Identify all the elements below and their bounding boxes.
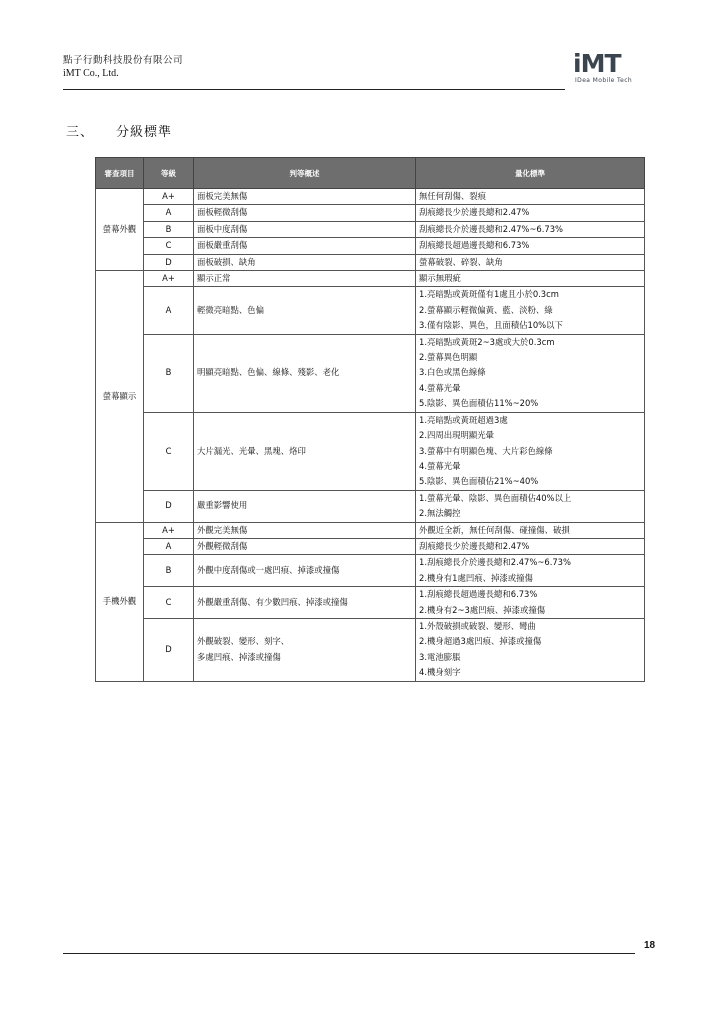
standard-cell: [416, 205, 645, 221]
grade-cell: B: [144, 555, 194, 587]
section-heading: [66, 121, 172, 140]
category-cell: 螢幕外觀: [96, 189, 144, 271]
description-cell: [194, 490, 416, 522]
description-line: 嚴重影響使用: [197, 500, 248, 511]
grade-cell: B: [144, 334, 194, 412]
grade-cell: A: [144, 205, 194, 221]
description-line: 面板完美無傷: [197, 191, 248, 201]
standard-line: 5.陰影、異色面積佔11%~20%: [419, 398, 539, 409]
standard-cell: [416, 334, 645, 412]
standard-line: 1.螢幕光暈、陰影、異色面積佔40%以上: [419, 492, 572, 503]
standard-line: 1.亮暗點或黃斑超過3處: [419, 414, 508, 425]
description-cell: [194, 221, 416, 237]
table-row: [96, 412, 645, 490]
description-line: 面板中度刮傷: [197, 223, 248, 234]
standard-line: 4.螢幕光暈: [419, 460, 461, 471]
description-line: 外觀輕微刮傷: [197, 540, 248, 551]
grade-cell: C: [144, 238, 194, 254]
standard-line: 2.無法觸控: [419, 508, 461, 519]
description-line: 面板破損、缺角: [197, 256, 256, 267]
table-row: [96, 271, 645, 287]
category-cell: 手機外觀: [96, 522, 144, 681]
standard-line: 1.刮痕總長超過邊長總和6.73%: [419, 589, 538, 600]
standard-cell: [416, 490, 645, 522]
standard-line: 3.僅有陰影、異色，且面積佔10%以下: [419, 320, 563, 331]
description-cell: [194, 412, 416, 490]
grade-cell: D: [144, 254, 194, 270]
description-line: 外觀破裂、變形、刻字、: [197, 636, 290, 647]
description-line: 多處凹痕、掉漆或撞傷: [197, 651, 281, 662]
grade-cell: A: [144, 287, 194, 334]
section-title: 分級標準: [116, 125, 173, 140]
standard-cell: [416, 412, 645, 490]
standard-line: 1.亮暗點或黃斑2~3處或大於0.3cm: [419, 336, 555, 347]
description-line: 明顯亮暗點、色偏、線條、殘影、老化: [197, 367, 340, 378]
standard-line: 螢幕破裂、碎裂、缺角: [419, 256, 503, 267]
standard-line: 2.螢幕異色明顯: [419, 352, 478, 363]
standard-line: 2.機身超過3處凹痕、掉漆或撞傷: [419, 636, 542, 647]
standard-line: 3.螢幕中有明顯色塊、大片彩色線條: [419, 445, 553, 456]
description-line: 面板嚴重刮傷: [197, 240, 248, 251]
category-cell: 螢幕顯示: [96, 271, 144, 523]
standard-line: 1.亮暗點或黃斑僅有1處且小於0.3cm: [419, 289, 559, 300]
logo-tagline: IDea Mobile Tech: [575, 77, 633, 84]
standard-line: 3.電池膨脹: [419, 651, 461, 662]
description-line: 外觀中度刮傷或一處凹痕、掉漆或撞傷: [197, 565, 340, 576]
header-description: 判等概述: [194, 158, 416, 189]
table-header-row: [96, 158, 645, 189]
description-line: 外觀完美無傷: [197, 524, 248, 535]
standard-line: 2.螢幕顯示輕微偏黃、藍、淡粉、綠: [419, 304, 553, 315]
standard-line: 刮痕總長少於邊長總和2.47%: [419, 540, 530, 551]
section-number: 三、: [66, 125, 95, 140]
standard-line: 外觀近全新，無任何刮傷、碰撞傷、破損: [419, 524, 570, 535]
page-number: 18: [644, 940, 656, 951]
standard-cell: [416, 271, 645, 287]
table-row: [96, 522, 645, 538]
logo-wordmark: [573, 49, 643, 78]
table-row: [96, 205, 645, 221]
standard-cell: [416, 287, 645, 334]
standard-cell: [416, 538, 645, 554]
description-cell: [194, 238, 416, 254]
description-cell: [194, 254, 416, 270]
standard-line: 2.機身有2~3處凹痕、掉漆或撞傷: [419, 604, 546, 615]
company-name-english: iMT Co., Ltd.: [63, 68, 119, 79]
grade-cell: D: [144, 490, 194, 522]
standard-cell: [416, 254, 645, 270]
standard-line: 2.機身有1處凹痕、掉漆或撞傷: [419, 572, 533, 583]
table-row: [96, 238, 645, 254]
standard-cell: [416, 555, 645, 587]
standard-line: 4.機身刻字: [419, 667, 461, 678]
standard-line: 無任何刮傷、裂痕: [419, 191, 486, 201]
standard-line: 顯示無瑕疵: [419, 273, 461, 284]
grade-cell: A+: [144, 271, 194, 287]
standard-line: 4.螢幕光暈: [419, 382, 461, 393]
grade-cell: D: [144, 618, 194, 681]
description-cell: [194, 334, 416, 412]
table-row: [96, 287, 645, 334]
company-name-chinese: 點子行動科技股份有限公司: [63, 55, 184, 66]
description-cell: [194, 618, 416, 681]
description-line: 輕微亮暗點、色偏: [197, 304, 264, 315]
grade-cell: C: [144, 412, 194, 490]
header-grade: 等級: [144, 158, 194, 189]
header-divider: [63, 89, 565, 90]
description-line: 大片漏光、光暈、黑塊、烙印: [197, 445, 306, 456]
description-cell: [194, 189, 416, 205]
table-row: [96, 587, 645, 619]
table-row: [96, 334, 645, 412]
standard-cell: [416, 587, 645, 619]
standard-cell: [416, 238, 645, 254]
company-logo: [573, 49, 643, 84]
description-cell: [194, 522, 416, 538]
standard-line: 刮痕總長少於邊長總和2.47%: [419, 207, 530, 218]
standard-line: 刮痕總長介於邊長總和2.47%~6.73%: [419, 223, 563, 234]
table-row: [96, 618, 645, 681]
table-row: [96, 189, 645, 205]
description-line: 外觀嚴重刮傷、有少數凹痕、掉漆或撞傷: [197, 596, 348, 607]
standard-cell: [416, 189, 645, 205]
standard-line: 2.四周出現明顯光暈: [419, 430, 494, 441]
standard-cell: [416, 221, 645, 237]
table-row: [96, 254, 645, 270]
table-row: [96, 221, 645, 237]
standard-line: 3.白色或黑色線條: [419, 367, 486, 378]
table-row: [96, 555, 645, 587]
description-cell: [194, 287, 416, 334]
grade-cell: A+: [144, 189, 194, 205]
standard-cell: [416, 618, 645, 681]
logo-wordmark-text: iMT: [573, 49, 621, 78]
description-cell: [194, 555, 416, 587]
description-cell: [194, 271, 416, 287]
standard-line: 1.刮痕總長介於邊長總和2.47%~6.73%: [419, 557, 571, 568]
grade-cell: A: [144, 538, 194, 554]
grade-cell: C: [144, 587, 194, 619]
description-line: 顯示正常: [197, 273, 231, 284]
header-quantitative-standard: 量化標準: [416, 158, 645, 189]
description-cell: [194, 538, 416, 554]
standard-cell: [416, 522, 645, 538]
description-cell: [194, 205, 416, 221]
description-line: 面板輕微刮傷: [197, 207, 248, 218]
header-review-item: 審查項目: [96, 158, 144, 189]
table-row: [96, 538, 645, 554]
document-header: [63, 52, 563, 79]
grading-standard-table: [95, 157, 645, 682]
standard-line: 刮痕總長超過邊長總和6.73%: [419, 240, 530, 251]
grade-cell: A+: [144, 522, 194, 538]
table-body: [96, 189, 645, 682]
table-row: [96, 490, 645, 522]
standard-line: 5.陰影、異色面積佔21%~40%: [419, 476, 539, 487]
grade-cell: B: [144, 221, 194, 237]
description-cell: [194, 587, 416, 619]
footer-divider: [63, 953, 635, 954]
standard-line: 1.外殼破損或破裂、變形、彎曲: [419, 620, 536, 631]
